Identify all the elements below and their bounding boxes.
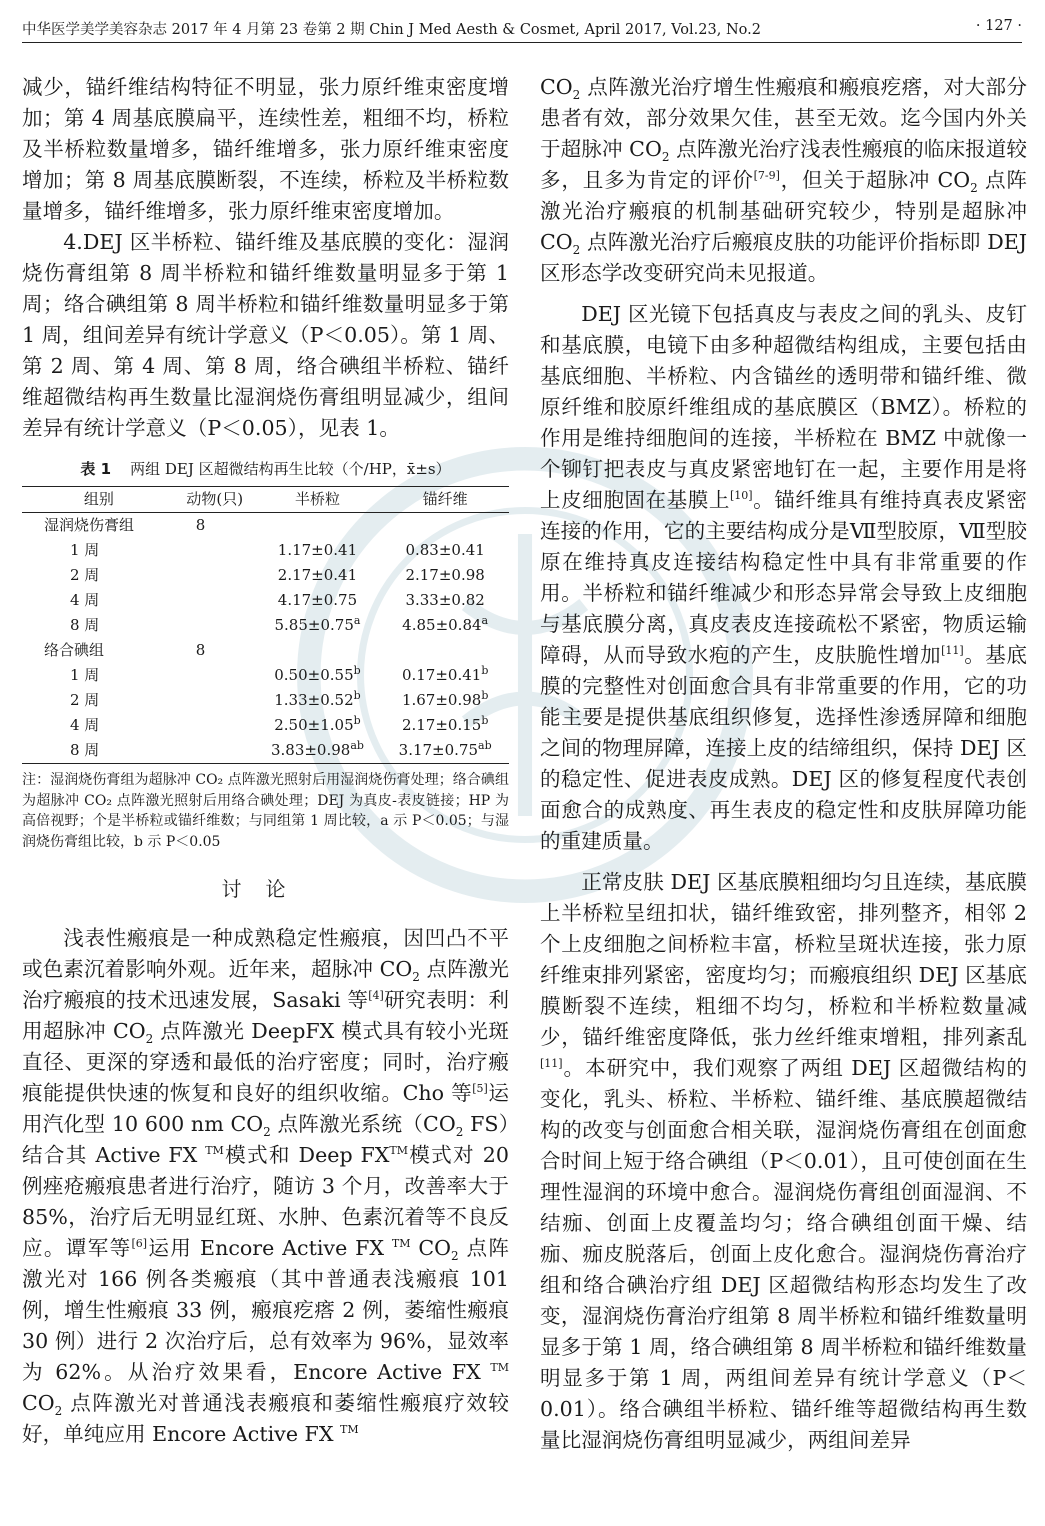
hemi-cell: 4.17±0.75 [277,591,358,609]
week-cell: 2 周 [70,691,100,709]
table-row [22,513,509,539]
anchor-cell: 3.17±0.75$^{ab}$ [398,739,492,759]
table-1 [22,458,509,852]
table-row [22,663,509,688]
left-column [22,72,509,1450]
week-cell: 2 周 [70,566,100,584]
group-name: 湿润烧伤膏组 [44,516,135,534]
table-header-row [22,487,509,513]
hemi-cell: 2.17±0.41 [277,566,358,584]
table-row [22,738,509,764]
hemi-cell: 0.50±0.55$^b$ [274,664,361,684]
running-header [22,14,1022,43]
week-cell: 4 周 [70,716,100,734]
page-number: · 127 · [975,18,1022,34]
table-row [22,638,509,663]
week-cell: 1 周 [70,541,100,559]
table-caption [22,458,509,480]
hemi-cell: 2.50±1.05$^b$ [274,714,361,734]
week-cell: 1 周 [70,666,100,684]
right-column [540,72,1027,1456]
paragraph: 4.DEJ 区半桥粒、锚纤维及基底膜的变化：湿润烧伤膏组第 8 周半桥粒和锚纤维数量明显多于第 1 周；络合碘组第 8 周半桥粒和锚纤维数量明显多于第 1 周，组间差异有统计学意义（P＜0.05）。第 1 周、第 2 周、第 4 周、第 8 周，络合碘组半桥粒、锚纤维超微结构再生数量比湿润烧伤膏组明显减少，组间差异有统计学意义（P＜0.05），见表 1。 [22,230,509,440]
paragraph: DEJ 区光镜下包括真皮与表皮之间的乳头、皮钉和基底膜，电镜下由多种超微结构组成，主要包括由基底细胞、半桥粒、内含锚丝的透明带和锚纤维、微原纤维和胶原纤维组成的基底膜区（BMZ）。桥粒的作用是维持细胞间的连接，半桥粒在 BMZ 中就像一个铆钉把表皮与真皮紧密地钉在一起，主要作用是将上皮细胞固在基膜上[10]。锚纤维具有维持真表皮紧密连接的作用，它的主要结构成分是Ⅶ型胶原，Ⅶ型胶原在维持真皮连接结构稳定性中具有非常重要的作用。半桥粒和锚纤维减少和形态异常会导致上皮细胞与基底膜分离，真皮表皮连接疏松不紧密，物质运输障碍，从而导致水疱的产生，皮肤脆性增加[11]。基底膜的完整性对创面愈合具有非常重要的作用，它的功能主要是提供基底组织修复，选择性渗透屏障和细胞之间的物理屏障，连接上皮的结缔组织，保持 DEJ 区的稳定性、促进表皮成熟。DEJ 区的修复程度代表创面愈合的成熟度、再生表皮的稳定性和皮肤屏障功能的重建质量。 [540,302,1027,853]
hemi-cell: 1.33±0.52$^b$ [274,689,361,709]
paragraph: 减少，锚纤维结构特征不明显，张力原纤维束密度增加；第 4 周基底膜扁平，连续性差，粗细不均，桥粒及半桥粒数量增多，锚纤维增多，张力原纤维束密度增加；第 8 周基底膜断裂，不连续，桥粒及半桥粒数量增多，锚纤维增多，张力原纤维束密度增加。 [22,75,509,223]
col-header-hemidesmosome: 半桥粒 [294,490,340,508]
section-title-discussion: 讨论 [221,877,310,901]
col-header-group: 组别 [83,490,114,508]
paragraph: 浅表性瘢痕是一种成熟稳定性瘢痕，因凹凸不平或色素沉着影响外观。近年来，超脉冲 $CO_2$ 点阵激光治疗瘢痕的技术迅速发展，Sasaki 等[4]研究表明：利用超脉冲 $CO_2$ 点阵激光 DeepFX 模式具有较小光斑直径、更深的穿透和最低的治疗密度；同时，治疗瘢痕能提供快速的恢复和良好的组织收缩。Cho 等[5]运用汽化型 10 600 nm $CO_2$ 点阵激光系统（$CO_2$ FS）结合其 Active FX ™模式和 Deep FX™模式对 20 例痤疮瘢痕患者进行治疗，随访 3 个月，改善率大于 85%，治疗后无明显红斑、水肿、色素沉着等不良反应。谭军等[6]运用 Encore Active FX ™ $CO_2$ 点阵激光对 166 例各类瘢痕（其中普通表浅瘢痕 101 例，增生性瘢痕 33 例，瘢痕疙瘩 2 例，萎缩性瘢痕 30 例）进行 2 次治疗后，总有效率为 96%，显效率为 62%。从治疗效果看，Encore Active FX ™ $CO_2$ 点阵激光对普通浅表瘢痕和萎缩性瘢痕疗效较好，单纯应用 Encore Active FX ™ [22,926,510,1446]
paragraph: $CO_2$ 点阵激光治疗增生性瘢痕和瘢痕疙瘩，对大部分患者有效，部分效果欠佳，甚至无效。迄今国内外关于超脉冲 $CO_2$ 点阵激光治疗浅表性瘢痕的临床报道较多，且多为肯定的评价[7-9]，但关于超脉冲 $CO_2$ 点阵激光治疗瘢痕的机制基础研究较少，特别是超脉冲 $CO_2$ 点阵激光治疗后瘢痕皮肤的功能评价指标即 DEJ 区形态学改变研究尚未见报道。 [540,75,1028,285]
table-row [22,538,509,563]
week-cell: 4 周 [70,591,100,609]
anchor-cell: 2.17±0.98 [405,566,485,584]
hemi-cell: 3.83±0.98$^{ab}$ [270,739,364,759]
anchor-cell: 2.17±0.15$^b$ [401,714,489,734]
data-table [22,486,509,764]
table-row [22,588,509,613]
group-count: 8 [195,641,206,659]
anchor-cell: 4.85±0.84$^a$ [402,614,489,634]
table-row [22,613,509,638]
week-cell: 8 周 [70,741,100,759]
anchor-cell: 1.67±0.98$^b$ [401,689,489,709]
table-note: 注：湿润烧伤膏组为超脉冲 CO₂ 点阵激光照射后用湿润烧伤膏处理；络合碘组为超脉冲 CO₂ 点阵激光照射后用络合碘处理；DEJ 为真皮-表皮链接；HP 为高倍视野；个是半桥粒或锚纤维数；与同组第 1 周比较，a 示 P＜0.05；与湿润烧伤膏组比较，b 示 P＜0.05 [22,772,509,850]
table-title: 两组 DEJ 区超微结构再生比较（个/HP，x̄±s） [130,460,451,478]
anchor-cell: 0.17±0.41$^b$ [401,664,489,684]
table-row [22,713,509,738]
group-name: 络合碘组 [44,641,105,659]
group-count: 8 [195,516,206,534]
anchor-cell: 0.83±0.41 [405,541,485,559]
col-header-anchoring-fibril: 锚纤维 [422,490,468,508]
hemi-cell: 5.85±0.75$^a$ [274,614,361,634]
anchor-cell: 3.33±0.82 [405,591,485,609]
week-cell: 8 周 [70,616,100,634]
table-row [22,563,509,588]
journal-citation: 中华医学美学美容杂志 2017 年 4 月第 23 卷第 2 期 Chin J Med Aesth & Cosmet, April 2017, Vol.23, No.2 [22,22,761,38]
col-header-animals: 动物(只) [186,490,244,508]
hemi-cell: 1.17±0.41 [277,541,358,559]
table-row [22,688,509,713]
table-label: 表 1 [80,460,112,478]
paragraph: 正常皮肤 DEJ 区基底膜粗细均匀且连续，基底膜上半桥粒呈纽扣状，锚纤维致密，排列整齐，相邻 2 个上皮细胞之间桥粒丰富，桥粒呈斑状连接，张力原纤维束排列紧密，密度均匀；而瘢痕组织 DEJ 区基底膜断裂不连续，粗细不均匀，桥粒和半桥粒数量减少，锚纤维密度降低，张力丝纤维束增粗，排列紊乱[11]。本研究中，我们观察了两组 DEJ 区超微结构的变化，乳头、桥粒、半桥粒、锚纤维、基底膜超微结构的改变与创面愈合相关联，湿润烧伤膏组在创面愈合时间上短于络合碘组（P＜0.01），且可使创面在生理性湿润的环境中愈合。湿润烧伤膏组创面湿润、不结痂、创面上皮覆盖均匀；络合碘组创面干燥、结痂、痂皮脱落后，创面上皮化愈合。湿润烧伤膏治疗组和络合碘治疗组 DEJ 区超微结构形态均发生了改变，湿润烧伤膏治疗组第 8 周半桥粒和锚纤维数量明显多于第 1 周，络合碘组第 8 周半桥粒和锚纤维数量明显多于第 1 周，两组间差异有统计学意义（P＜0.01）。络合碘组半桥粒、锚纤维等超微结构再生数量比湿润烧伤膏组明显减少，两组间差异 [540,870,1027,1452]
